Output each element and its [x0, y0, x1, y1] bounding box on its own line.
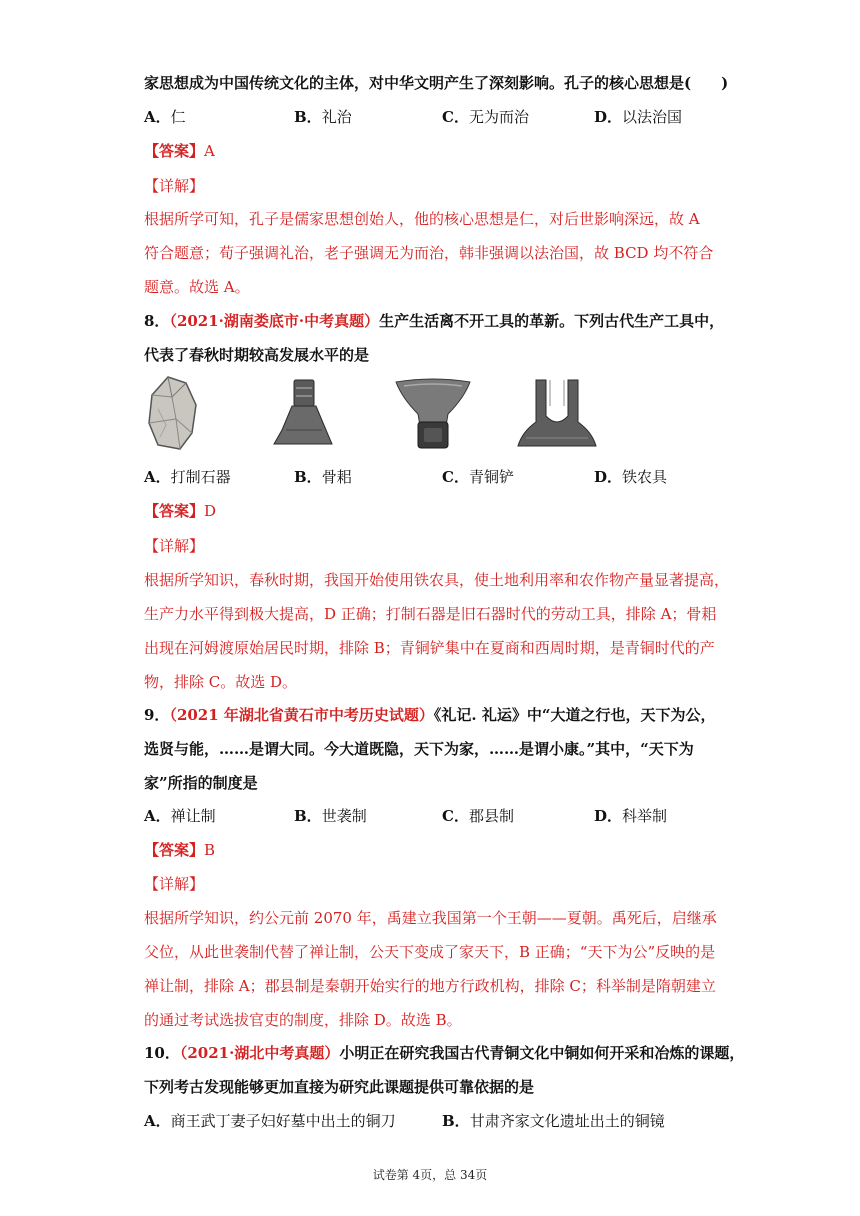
q9-stem-cont: 家”所指的制度是	[144, 774, 258, 792]
q7-explanation-line: 题意。故选 A。	[144, 278, 250, 296]
q8-stem-cont: 代表了春秋时期较高发展水平的是	[144, 346, 370, 364]
q9-answer: 【答案】B	[144, 841, 216, 859]
q7-option-a: A．仁	[144, 108, 186, 126]
q9-explanation-line: 根据所学知识，约公元前 2070 年，禹建立我国第一个王朝——夏朝。禹死后，启继承	[144, 909, 717, 927]
q9-stem-cont: 选贤与能，……是谓大同。今大道既隐，天下为家，……是谓小康。”其中，“天下为	[144, 740, 694, 758]
q10-option-a: A．商王武丁妻子妇好墓中出土的铜刀	[144, 1112, 396, 1130]
q9-detail-label: 【详解】	[144, 875, 205, 893]
iron-farm-tool-icon	[516, 376, 598, 452]
q8-answer: 【答案】D	[144, 502, 217, 520]
q7-detail-label: 【详解】	[144, 177, 205, 195]
q7-option-b: B．礼治	[294, 108, 352, 126]
q9-option-c: C．郡县制	[442, 807, 514, 825]
q10-option-b: B．甘肃齐家文化遗址出土的铜镜	[442, 1112, 665, 1130]
q7-explanation-line: 根据所学可知，孔子是儒家思想创始人，他的核心思想是仁，对后世影响深远，故 A	[144, 210, 700, 228]
q8-option-c: C．青铜铲	[442, 468, 514, 486]
q10-stem-cont: 下列考古发现能够更加直接为研究此课题提供可靠依据的是	[144, 1078, 535, 1096]
q8-stem: 8．（2021·湖南娄底市·中考真题）生产生活离不开工具的革新。下列古代生产工具中，	[144, 312, 725, 330]
q9-explanation-line: 禅让制，排除 A；郡县制是秦朝开始实行的地方行政机构，排除 C；科举制是隋朝建立	[144, 977, 716, 995]
q8-explanation-line: 物，排除 C。故选 D。	[144, 673, 298, 691]
bronze-shovel-icon	[394, 378, 472, 450]
q9-explanation-line: 的通过考试选拔官吏的制度，排除 D。故选 B。	[144, 1011, 462, 1029]
q7-option-c: C．无为而治	[442, 108, 529, 126]
q9-option-b: B．世袭制	[294, 807, 367, 825]
page-footer: 试卷第 4页，总 34页	[372, 1168, 488, 1182]
q7-stem: 家思想成为中国传统文化的主体，对中华文明产生了深刻影响。孔子的核心思想是( )	[144, 74, 729, 92]
q8-option-d: D．铁农具	[594, 468, 668, 486]
bone-spade-icon	[268, 378, 338, 450]
q7-explanation-line: 符合题意；荀子强调礼治，老子强调无为而治，韩非强调以法治国，故 BCD 均不符合	[144, 244, 714, 262]
q8-option-a: A．打制石器	[144, 468, 231, 486]
stone-tool-icon	[146, 375, 198, 451]
q8-detail-label: 【详解】	[144, 537, 205, 555]
q7-answer: 【答案】A	[144, 142, 215, 160]
q9-option-a: A．禅让制	[144, 807, 216, 825]
q9-explanation-line: 父位，从此世袭制代替了禅让制，公天下变成了家天下，B 正确；“天下为公”反映的是	[144, 943, 716, 961]
q8-option-b: B．骨耜	[294, 468, 352, 486]
q8-explanation-line: 生产力水平得到极大提高，D 正确；打制石器是旧石器时代的劳动工具，排除 A；骨耜	[144, 605, 717, 623]
q7-option-d: D．以法治国	[594, 108, 683, 126]
q9-stem: 9．（2021 年湖北省黄石市中考历史试题）《礼记. 礼运》中“大道之行也，天下为公，	[144, 706, 716, 724]
q9-option-d: D．科举制	[594, 807, 668, 825]
q8-explanation-line: 出现在河姆渡原始居民时期，排除 B；青铜铲集中在夏商和西周时期，是青铜时代的产	[144, 639, 715, 657]
q10-stem: 10．（2021·湖北中考真题）小明正在研究我国古代青铜文化中铜如何开采和冶炼的课题，	[144, 1044, 745, 1062]
q8-explanation-line: 根据所学知识，春秋时期，我国开始使用铁农具，使土地利用率和农作物产量显著提高，	[144, 571, 730, 589]
